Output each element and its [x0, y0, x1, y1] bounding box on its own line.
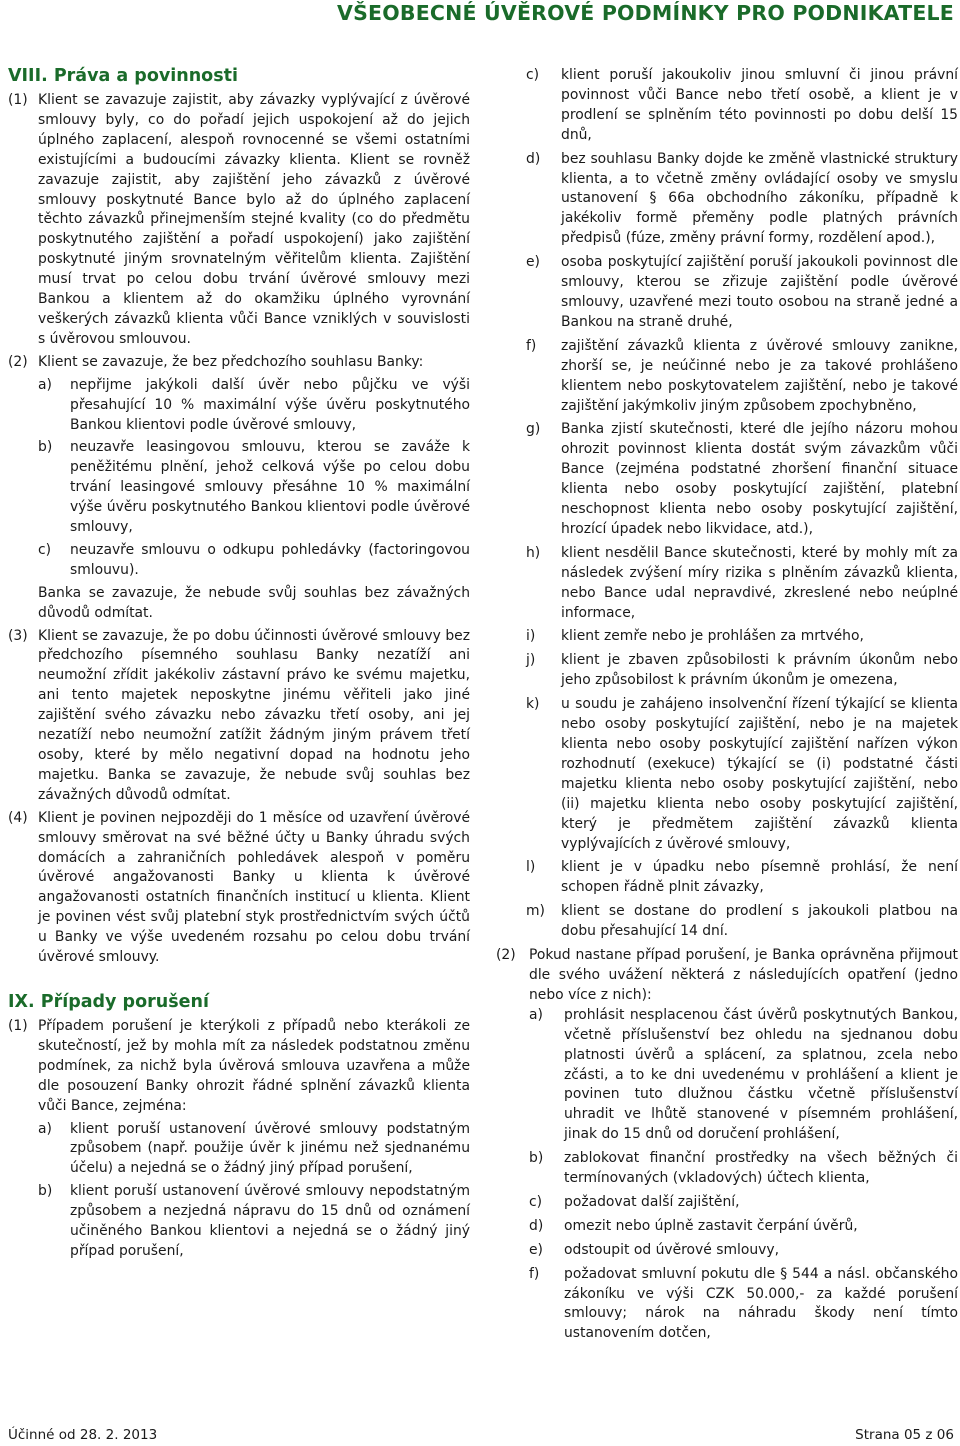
- list-item: [529, 1241, 958, 1261]
- list-item-text: Banka zjistí skutečnosti, které dle jejího názoru mohou ohrozit povinnost klienta dostát svým závazkům vůči Bance (zejména podstatné zhoršení finanční situace klienta nebo osoby poskytující zajištění, platební neschopnost klienta nebo osoby poskytující zajištění, hrozící úpadek nebo likvidace, atd.),: [561, 421, 958, 537]
- list-item-text: u soudu je zahájeno insolvenční řízení týkající se klienta nebo osoby poskytující zajištění, nebo je na majetek klienta nebo osoby poskytující zajištění nařízen výkon rozhodnutí (exekuce) týkající se (i) podstatné části majetku klienta nebo osoby poskytující zajištění, nebo (ii) majetku klienta nebo osoby poskytující zajištění, který je předmětem zajištění závazků klienta vyplývajících z úvěrové smlouvy,: [561, 696, 958, 852]
- list-item-text: neuzavře leasingovou smlouvu, kterou se zaváže k peněžitému plnění, jehož celková výše po celou dobu trvání leasingové smlouvy přesáhne 10 % maximální výše úvěru poskytnutého Bankou klientovi podle úvěrové smlouvy,: [70, 439, 470, 536]
- section-9-paragraph-1: [8, 1017, 470, 1265]
- list-item: [38, 438, 470, 538]
- list-item-letter: f): [529, 1265, 540, 1282]
- list-item: [526, 420, 958, 539]
- list-item: [38, 541, 470, 581]
- paragraph-body: [38, 1017, 470, 1265]
- list-item: [526, 651, 958, 691]
- paragraph-extra-text: Banka se zavazuje, že nebude svůj souhlas bez závažných důvodů odmítat.: [38, 584, 470, 621]
- section-9-paragraph-1-continued: [496, 66, 958, 942]
- list-item: [526, 544, 958, 624]
- list-item: [529, 1217, 958, 1237]
- section-8-title: VIII. Práva a povinnosti: [8, 66, 238, 86]
- list-item-text: zablokovat finanční prostředky na všech běžných či termínovaných (vkladových) účtech klienta,: [564, 1150, 958, 1187]
- paragraph-text: Případem porušení je kterýkoli z případů nebo kterákoli ze skutečností, jež by mohla mít za následek podstatnou změnu podmínek, za nichž byla úvěrová smlouva uzavřena a může dle posouzení Banky ohrozit řádné splnění závazků klienta vůči Bance, zejména:: [38, 1017, 470, 1114]
- paragraph-number: (1): [8, 92, 28, 108]
- list-item-letter: f): [526, 337, 537, 354]
- list-item-text: klient zemře nebo je prohlášen za mrtvého,: [561, 628, 864, 645]
- list-item-text: klient poruší ustanovení úvěrové smlouvy nepodstatným způsobem a nezjedná nápravu do 15 dnů od oznámení učiněného Bankou klientovi a nejedná se o žádný jiný případ porušení,: [70, 1183, 470, 1259]
- list-item-text: klient nesdělil Bance skutečnosti, které by mohly mít za následek zvýšení míry rizika s plněním závazků klienta, nebo Bance udal nepravdivé, zkreslené nebo neúplné informace,: [561, 544, 958, 621]
- list-item-letter: i): [526, 628, 536, 645]
- list-item: [38, 1182, 470, 1262]
- list-item-letter: b): [529, 1150, 544, 1167]
- document-header-title: VŠEOBECNÉ ÚVĚROVÉ PODMÍNKY PRO PODNIKATELE: [337, 1, 954, 25]
- list-item: [526, 150, 958, 250]
- paragraph-text: Pokud nastane případ porušení, je Banka oprávněna přijmout dle svého uvážení některá z následujících opatření (jedno nebo více z nich):: [529, 947, 958, 1003]
- section-8-paragraph-3: [8, 627, 470, 806]
- list-item: [526, 627, 958, 647]
- list-item-text: zajištění závazků klienta z úvěrové smlouvy zanikne, zhorší se, je neúčinné nebo je za takové prohlášeno klientem nebo poskytovatelem zajištění, nebo je takové zajištění jakýmkoliv jiným způsobem zpochybněno,: [561, 337, 958, 414]
- list-item-text: požadovat smluvní pokutu dle § 544 a násl. občanského zákoníku ve výši CZK 50.000,- za každé porušení smlouvy; nárok na náhradu škody není tímto ustanovením dotčen,: [564, 1265, 958, 1342]
- list-item-letter: b): [38, 439, 53, 456]
- paragraph-body: [529, 946, 958, 1348]
- list-item-text: klient poruší jakoukoliv jinou smluvní či jinou právní povinnost vůči Bance nebo třetí osobě, a klient je v prodlení se splněním této povinnosti po dobu delší 15 dnů,: [561, 67, 958, 143]
- paragraph-body: [38, 353, 470, 624]
- list-item-letter: a): [38, 1120, 52, 1137]
- list-item-letter: l): [526, 859, 536, 876]
- list-item-letter: e): [529, 1241, 543, 1258]
- paragraph-number: (2): [8, 353, 28, 370]
- paragraph-text: Klient se zavazuje, že po dobu účinnosti úvěrové smlouvy bez předchozího písemného souhlasu Banky nezatíží ani neumožní zřídit jakékoliv zástavní právo ke svému majetku, ani tento majetek neposkytne jinému věřiteli jako jiné zajištění svého závazku nebo závazku třetí osoby, ani jej nezatíží nebo neumožní zatížit žádným jiným právem třetí osoby, které by mělo negativní dopad na hodnotu jeho majetku. Banka se zavazuje, že nebude svůj souhlas bez závažných důvodů odmítat.: [38, 627, 470, 803]
- list-item: [529, 1006, 958, 1145]
- list-item-text: neuzavře smlouvu o odkupu pohledávky (factoringovou smlouvu).: [70, 541, 470, 578]
- section-8-paragraph-1: [8, 91, 470, 350]
- list-item-text: osoba poskytující zajištění poruší jakoukoli povinnost dle smlouvy, kterou se zřizuje zajištění podle úvěrové smlouvy, uzavřené mezi touto osobou na straně jedné a Bankou na straně druhé,: [561, 254, 958, 330]
- list-item: [526, 858, 958, 898]
- paragraph-number: (4): [8, 809, 28, 826]
- list-item-text: odstoupit od úvěrové smlouvy,: [564, 1241, 780, 1258]
- list-item-letter: d): [529, 1217, 544, 1234]
- list-item-letter: b): [38, 1183, 53, 1200]
- list-item-letter: e): [526, 254, 540, 271]
- list-item: [526, 337, 958, 417]
- list-item-letter: c): [529, 1193, 543, 1210]
- paragraph-text: Klient je povinen nejpozději do 1 měsíce od uzavření úvěrové smlouvy směrovat na své běžné účty u Banky úhradu svých domácích a zahraničních pohledávek alespoň v poměru úvěrové angažovanosti Banky u klienta k úvěrové angažovanosti ostatních finančních institucí u klienta. Klient je povinen vést svůj platební styk prostřednictvím svých účtů u Banky ve výše uvedeném rozsahu po celou dobu trvání úvěrové smlouvy.: [38, 809, 470, 966]
- section-8-paragraph-2: [8, 353, 470, 624]
- list-item: [526, 695, 958, 854]
- section-9-title: IX. Případy porušení: [8, 991, 209, 1012]
- right-column: [496, 66, 958, 1351]
- list-item-text: bez souhlasu Banky dojde ke změně vlastnické struktury klienta, a to včetně změny ovládající osoby ve smyslu ustanovení § 66a obchodního zákoníku, případně k jakékoliv formě přeměny podle platných právních předpisů (fúze, změny právní formy, rozdělení apod.),: [561, 150, 958, 247]
- list-item-text: nepřijme jakýkoli další úvěr nebo půjčku ve výši přesahující 10 % maximální výše úvěru poskytnutého Bankou klientovi podle úvěrové smlouvy,: [70, 376, 470, 433]
- list-item: [526, 253, 958, 333]
- list-item-text: klient se dostane do prodlení s jakoukoli platbou na dobu přesahující 14 dní.: [561, 903, 958, 940]
- footer-effective-date: Účinné od 28. 2. 2013: [8, 1427, 158, 1444]
- list-item-letter: a): [38, 376, 52, 393]
- paragraph-text: Klient se zavazuje zajistit, aby závazky vyplývající z úvěrové smlouvy byly, co do pořadí jejich uspokojení až do jejich úplného zaplacení, alespoň rovnocenné se všemi ostatními existujícími a budoucími závazky klienta. Klient se rovněž zavazuje zajistit, aby zajištění jeho závazků z úvěrové smlouvy poskytnuté Bance bylo až do úplného zaplacení těchto závazků přinejmenším stejné kvality (co do předmětu poskytnutého zajištění a pořadí uspokojení) jako zajištění poskytnuté jiným srovnatelným věřitelům klienta. Zajištění musí trvat po celou dobu trvání úvěrové smlouvy mezi Bankou a klientem až do okamžiku úplného vyrovnání veškerých závazků klienta vůči Bance vzniklých v souvislosti s úvěrovou smlouvou.: [38, 92, 470, 347]
- list-item-letter: d): [526, 150, 541, 167]
- list-item-letter: a): [529, 1006, 543, 1023]
- list-item: [38, 376, 470, 436]
- list-item-text: prohlásit nesplacenou část úvěrů poskytnutých Bankou, včetně příslušenství bez ohledu na sjednanou dobu platnosti úvěrů a splácení, za splatnou, zcela nebo zčásti, a to ke dni uvedenému v prohlášení a klient je povinen tuto dlužnou částku včetně příslušenství uhradit ve lhůtě stanovené v písemném prohlášení, jinak do 15 dnů od doručení prohlášení,: [564, 1006, 958, 1143]
- list-item-text: klient je zbaven způsobilosti k právním úkonům nebo jeho způsobilost k právním úkonům je omezena,: [561, 652, 958, 689]
- list-item-letter: g): [526, 421, 541, 438]
- list-item: [526, 902, 958, 942]
- list-item: [529, 1265, 958, 1345]
- paragraph-text: Klient se zavazuje, že bez předchozího souhlasu Banky:: [38, 353, 424, 370]
- footer-page-number: Strana 05 z 06: [855, 1427, 954, 1444]
- list-item-letter: h): [526, 544, 541, 561]
- list-item-letter: j): [526, 652, 536, 669]
- list-item: [529, 1149, 958, 1189]
- list-item-text: požadovat další zajištění,: [564, 1193, 740, 1210]
- list-item-letter: m): [526, 903, 545, 920]
- list-item: [529, 1193, 958, 1213]
- paragraph-number: (3): [8, 627, 28, 644]
- list-item-letter: k): [526, 696, 540, 713]
- list-item-text: klient je v úpadku nebo písemně prohlásí, že není schopen řádně plnit závazky,: [561, 859, 958, 896]
- list-item-text: omezit nebo úplně zastavit čerpání úvěrů,: [564, 1217, 858, 1234]
- left-column: [8, 64, 470, 1268]
- paragraph-number: (2): [496, 947, 516, 964]
- list-item: [526, 66, 958, 146]
- list-item: [38, 1120, 470, 1180]
- list-item-letter: c): [526, 67, 540, 83]
- paragraph-number: (1): [8, 1017, 28, 1034]
- section-9-paragraph-2: [496, 946, 958, 1348]
- list-item-text: klient poruší ustanovení úvěrové smlouvy podstatným způsobem (např. použije úvěr k jinému než sjednanému účelu) a nejedná se o žádný jiný případ porušení,: [70, 1120, 470, 1177]
- section-8-paragraph-4: [8, 809, 470, 968]
- list-item-letter: c): [38, 541, 52, 558]
